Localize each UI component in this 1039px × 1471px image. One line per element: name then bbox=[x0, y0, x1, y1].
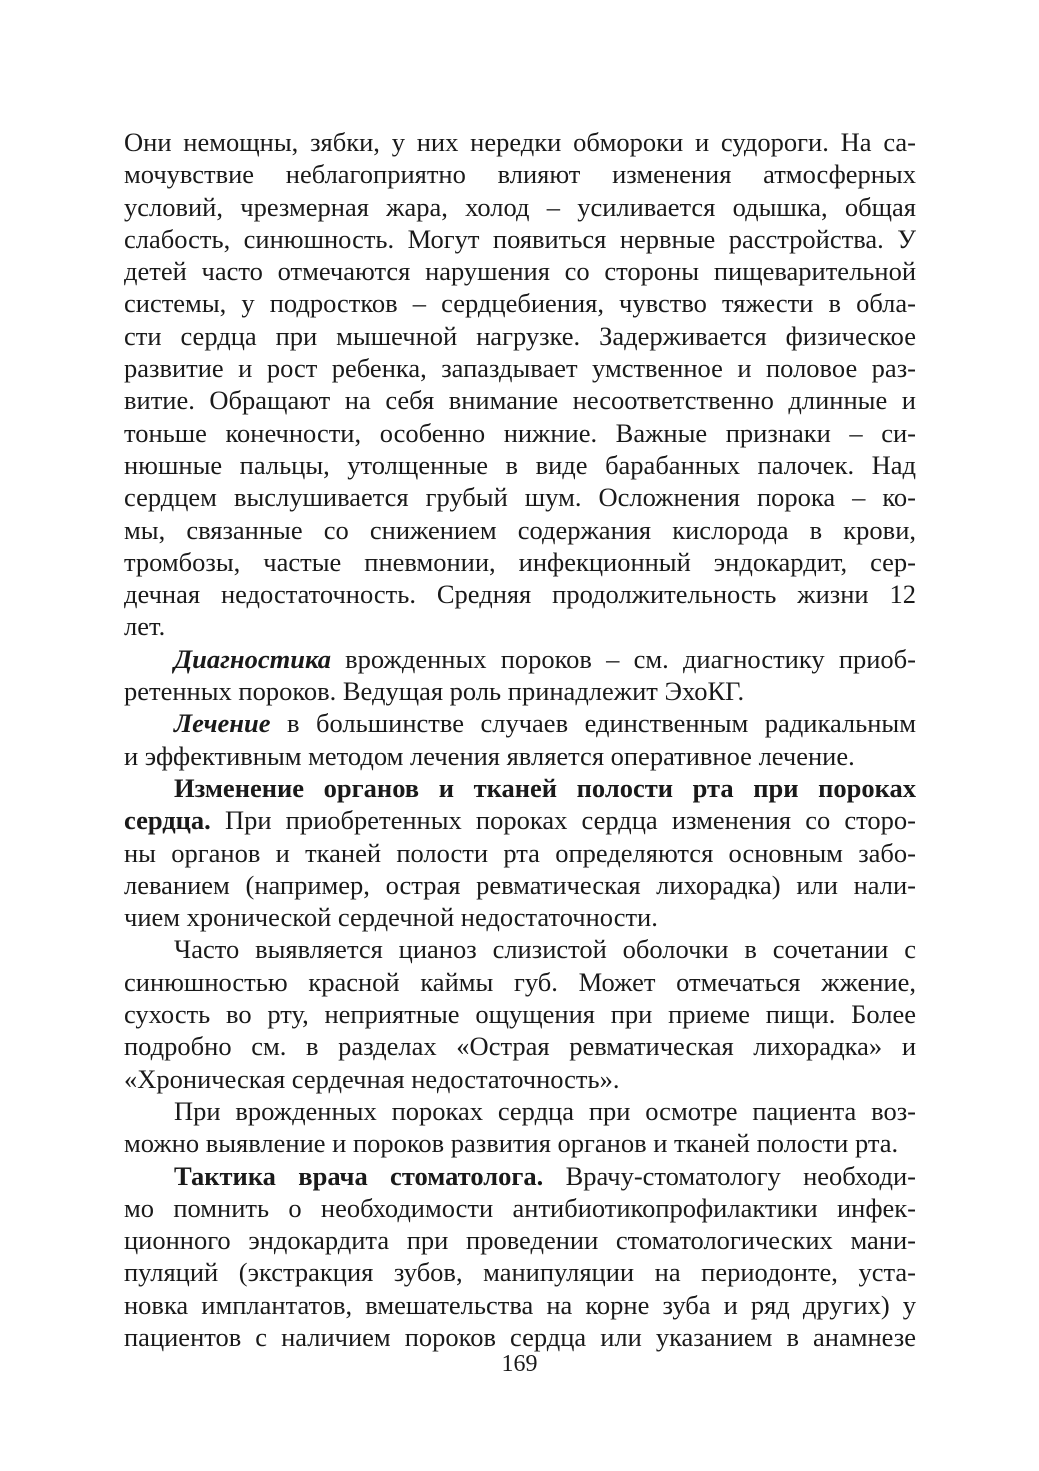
text-line: слабость, синюшность. Могут появиться нервные расстройства. У bbox=[124, 223, 916, 254]
text-run: врожденных пороков – см. диагностику приоб- bbox=[330, 643, 916, 674]
text-line: пуляций (экстракция зубов, манипуляции на периодонте, уста- bbox=[124, 1257, 916, 1288]
text-line: и эффективным методом лечения является оперативное лечение. bbox=[124, 740, 855, 771]
text-line: мы, связанные со снижением содержания кислорода в крови, bbox=[124, 514, 916, 545]
text-line: тромбозы, частые пневмонии, инфекционный эндокардит, сер- bbox=[124, 546, 916, 577]
text-line: леванием (например, острая ревматическая лихорадка) или нали- bbox=[124, 869, 916, 900]
text-line bbox=[124, 804, 916, 836]
text-line: условий, чрезмерная жара, холод – усиливается одышка, общая bbox=[124, 191, 916, 222]
text-line bbox=[124, 707, 916, 739]
paragraph-oral-changes bbox=[124, 772, 916, 933]
text-line: новка имплантатов, вмешательства на корне зуба и ряд других) у bbox=[124, 1289, 916, 1320]
text-line: синюшностью красной каймы губ. Может отмечаться жжение, bbox=[124, 966, 916, 997]
text-line: При врожденных пороках сердца при осмотре пациента воз- bbox=[174, 1095, 916, 1126]
text-line bbox=[124, 643, 916, 675]
text-line: «Хроническая сердечная недостаточность». bbox=[124, 1063, 620, 1094]
diagnostics-heading: Диагностика bbox=[174, 643, 331, 674]
treatment-heading: Лечение bbox=[174, 708, 271, 739]
text-line: сухость во рту, неприятные ощущения при приеме пищи. Более bbox=[124, 999, 916, 1030]
page-body bbox=[124, 126, 916, 1353]
text-line: подробно см. в разделах «Острая ревматическая лихорадка» и bbox=[124, 1031, 916, 1062]
text-line: мочувствие неблагоприятно влияют изменения атмосферных bbox=[124, 159, 916, 190]
text-line bbox=[124, 772, 916, 804]
text-line: пациентов с наличием пороков сердца или указанием в анамнезе bbox=[124, 1321, 916, 1352]
text-line: сердцем выслушивается грубый шум. Осложнения порока – ко- bbox=[124, 482, 916, 513]
text-line: чием хронической сердечной недостаточности. bbox=[124, 902, 658, 933]
oral-changes-heading-cont: сердца. bbox=[124, 805, 211, 836]
paragraph-dentist-tactics bbox=[124, 1160, 916, 1354]
text-run: Врачу-стоматологу необходи- bbox=[543, 1160, 916, 1191]
text-line bbox=[124, 1160, 916, 1192]
paragraph-diagnostics bbox=[124, 643, 916, 708]
text-line: Часто выявляется цианоз слизистой оболочки в сочетании с bbox=[174, 934, 916, 965]
text-line: лет. bbox=[124, 611, 166, 642]
text-run: При приобретенных пороках сердца изменения со сторо- bbox=[210, 805, 916, 836]
paragraph-symptoms bbox=[124, 126, 916, 643]
text-line: ционного эндокардита при проведении стоматологических мани- bbox=[124, 1225, 916, 1256]
text-line: ны органов и тканей полости рта определяются основным забо- bbox=[124, 837, 916, 868]
text-line: детей часто отмечаются нарушения со стороны пищеварительной bbox=[124, 256, 916, 287]
paragraph-congenital bbox=[124, 1095, 916, 1160]
text-line: нюшные пальцы, утолщенные в виде барабанных палочек. Над bbox=[124, 449, 916, 480]
text-line: можно выявление и пороков развития органов и тканей полости рта. bbox=[124, 1128, 899, 1159]
tactics-heading: Тактика врача стоматолога. bbox=[174, 1160, 544, 1191]
text-line: мо помнить о необходимости антибиотикопрофилактики инфек- bbox=[124, 1192, 916, 1223]
text-run: в большинстве случаев единственным радикальным bbox=[270, 708, 916, 739]
paragraph-treatment bbox=[124, 707, 916, 772]
text-line: сти сердца при мышечной нагрузке. Задерживается физическое bbox=[124, 320, 916, 351]
oral-changes-heading: Изменение органов и тканей полости рта при пороках bbox=[174, 772, 916, 803]
text-line: витие. Обращают на себя внимание несоответственно длинные и bbox=[124, 385, 916, 416]
text-line: ретенных пороков. Ведущая роль принадлежит ЭхоКГ. bbox=[124, 676, 745, 707]
text-line: Они немощны, зябки, у них нередки обмороки и судороги. На са- bbox=[124, 127, 916, 157]
text-line: системы, у подростков – сердцебиения, чувство тяжести в обла- bbox=[124, 288, 916, 319]
page-number: 169 bbox=[501, 1351, 538, 1377]
text-line: дечная недостаточность. Средняя продолжительность жизни 12 bbox=[124, 579, 916, 610]
text-line: тоньше конечности, особенно нижние. Важные признаки – си- bbox=[124, 417, 916, 448]
text-line: развитие и рост ребенка, запаздывает умственное и половое раз- bbox=[124, 353, 916, 384]
paragraph-cyanosis bbox=[124, 933, 916, 1094]
